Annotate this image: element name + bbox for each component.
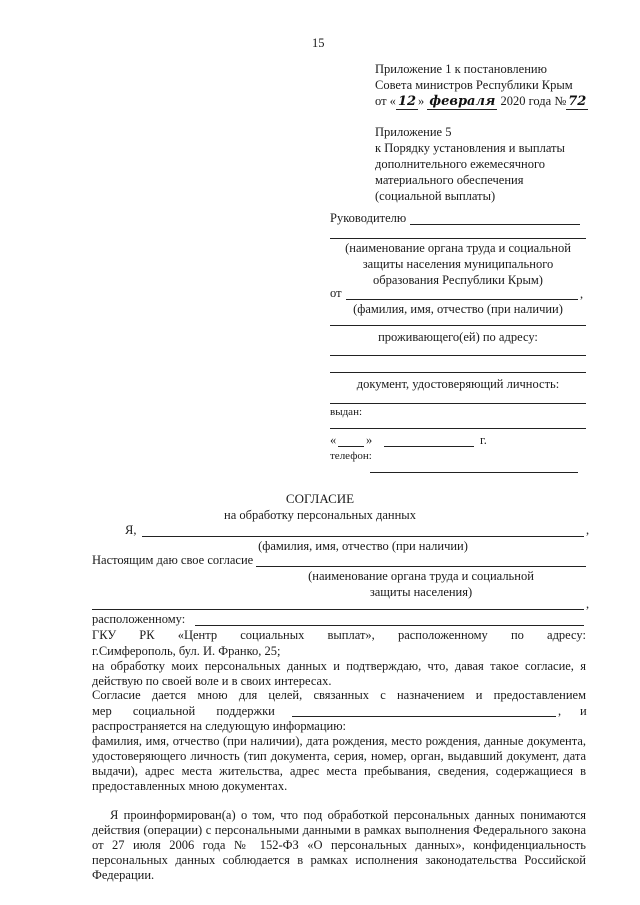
id-document-field[interactable] <box>330 403 586 404</box>
appendix5-line3: дополнительного ежемесячного <box>375 157 546 171</box>
appendix1-line1: Приложение 1 к постановлению <box>375 62 547 76</box>
year-text: 2020 года № <box>500 94 567 108</box>
appendix5-line2: к Порядку установления и выплаты <box>375 141 565 155</box>
phone-field[interactable] <box>370 472 578 473</box>
extends-line: распространяется на следующую информацию: <box>92 719 347 733</box>
address-line: г.Симферополь, бул. И. Франко, 25; <box>92 644 281 658</box>
appendix5-line4: материального обеспечения <box>375 173 524 187</box>
i-label: Я, <box>125 523 137 537</box>
phone-label: телефон: <box>330 450 372 462</box>
page-number: 15 <box>312 36 325 50</box>
informed-text: Я проинформирован(а) о том, что под обработкой персональных данных понимаются действия (операции) с персональными данными в рамках выполнения Федерального закона от 27 июля 2006 года № 152-ФЗ «О персональных данных», конфиденциальность персональных данных соблюдается в рамках исполнения законодательства Российской Федерации. <box>92 808 586 882</box>
issued-label: выдан: <box>330 406 363 418</box>
purpose-line: Согласие дается мною для целей, связанных с назначением и предоставлением <box>92 688 586 702</box>
located-label: расположенному: <box>92 612 186 626</box>
gku-line: ГКУ РК «Центр социальных выплат», расположенному по адресу: <box>92 628 586 642</box>
id-document-label: документ, удостоверяющий личность: <box>356 377 560 391</box>
handwritten-number: 72 <box>568 94 587 109</box>
head-name-field[interactable] <box>410 224 580 225</box>
address-line-1[interactable] <box>330 355 586 356</box>
head-label: Руководителю <box>330 211 407 225</box>
and-word: и <box>580 704 587 718</box>
from-label: от <box>330 286 342 300</box>
consent-fio-hint: (фамилия, имя, отчество (при наличии) <box>258 539 468 553</box>
appendix1-date-line <box>375 94 588 109</box>
appendix5-line5: (социальной выплаты) <box>375 189 496 203</box>
consent-organ-extra-line[interactable] <box>92 609 584 610</box>
consent-organ-hint-2: защиты населения) <box>369 585 473 599</box>
from-fio-hint: (фамилия, имя, отчество (при наличии) <box>353 302 563 316</box>
consent-title: СОГЛАСИЕ <box>285 491 355 506</box>
measure-label: мер социальной поддержки <box>92 704 275 718</box>
issue-date-quote-open: « <box>330 433 337 447</box>
consent-organ-comma: , <box>586 597 590 611</box>
consent-organ-hint-1: (наименование органа труда и социальной <box>308 569 534 583</box>
organ-hint-2: защиты населения муниципального <box>362 257 554 271</box>
date-mid: » <box>418 94 425 108</box>
from-fio-field[interactable] <box>346 299 578 300</box>
date-prefix: от « <box>375 94 396 108</box>
issue-year-suffix: г. <box>480 433 487 447</box>
issue-date-quote-close: » <box>366 433 373 447</box>
processing-text: на обработку моих персональных данных и подтверждаю, что, давая такое согласие, я действую по своей воле и в своих интересах. <box>92 659 586 688</box>
consent-fio-comma: , <box>586 523 590 537</box>
appendix5-line1: Приложение 5 <box>375 125 452 139</box>
consent-organ-field[interactable] <box>256 566 586 567</box>
consent-subtitle: на обработку персональных данных <box>224 508 416 522</box>
residing-label: проживающего(ей) по адресу: <box>378 330 538 344</box>
address-line-2[interactable] <box>330 372 586 373</box>
give-consent-label: Настоящим даю свое согласие <box>92 553 254 567</box>
appendix1-line2: Совета министров Республики Крым <box>375 78 573 92</box>
handwritten-month: февраля <box>429 94 496 109</box>
info-text: фамилия, имя, отчество (при наличии), дата рождения, место рождения, данные документа, удостоверяющего личность (тип документа, серия, номер, орган, выдавший документ, дата выдачи), адрес места жительства, адрес места пребывания, сведения, содержащиеся в предоставленных мною документах. <box>92 734 586 793</box>
organ-field[interactable] <box>330 238 586 239</box>
fio-extra-line[interactable] <box>330 325 586 326</box>
measure-field[interactable] <box>292 716 556 717</box>
measure-comma: , <box>558 704 562 718</box>
consent-fio-field[interactable] <box>142 536 584 537</box>
organ-hint-1: (наименование органа труда и социальной <box>345 241 571 255</box>
issue-month-field[interactable] <box>384 446 474 447</box>
organ-hint-3: образования Республики Крым) <box>373 273 543 287</box>
from-comma: , <box>580 287 584 301</box>
issued-field[interactable] <box>330 428 586 429</box>
handwritten-day: 12 <box>397 94 417 109</box>
located-field[interactable] <box>195 625 584 626</box>
issue-day-field[interactable] <box>338 446 364 447</box>
